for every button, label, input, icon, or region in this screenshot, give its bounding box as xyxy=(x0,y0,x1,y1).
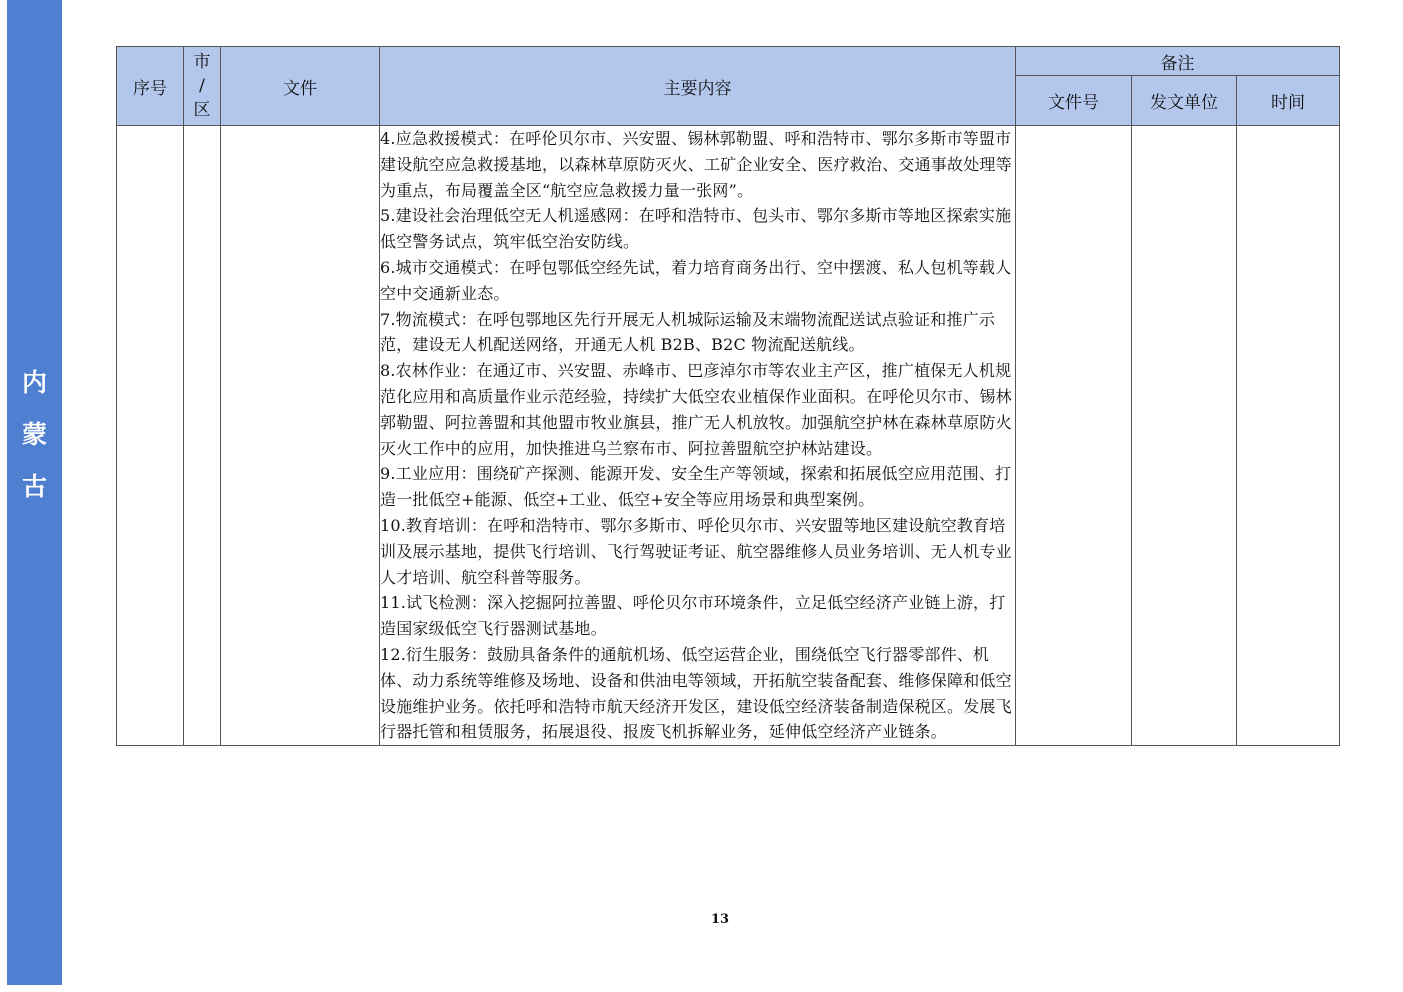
header-seq: 序号 xyxy=(117,47,184,126)
header-city-char: 区 xyxy=(193,100,211,120)
side-label-char: 蒙 xyxy=(21,420,47,449)
cell-content xyxy=(380,126,1016,746)
policy-table xyxy=(116,46,1340,746)
content-item: 5.建设社会治理低空无人机遥感网：在呼和浩特市、包头市、鄂尔多斯市等地区探索实施低空警务试点，筑牢低空治安防线。 xyxy=(380,206,1012,252)
content-item: 4.应急救援模式：在呼伦贝尔市、兴安盟、锡林郭勒盟、呼和浩特市、鄂尔多斯市等盟市建设航空应急救援基地，以森林草原防灭火、工矿企业安全、医疗救治、交通事故处理等为重点，布局覆盖全区“航空应急救援力量一张网”。 xyxy=(380,129,1012,200)
content-item: 9.工业应用：围绕矿产探测、能源开发、安全生产等领域，探索和拓展低空应用范围、打造一批低空+能源、低空+工业、低空+安全等应用场景和典型案例。 xyxy=(380,464,1012,510)
content-item: 8.农林作业：在通辽市、兴安盟、赤峰市、巴彦淖尔市等农业主产区，推广植保无人机规范化应用和高质量作业示范经验，持续扩大低空农业植保作业面积。在呼伦贝尔市、锡林郭勒盟、阿拉善盟和其他盟市牧业旗县，推广无人机放牧。加强航空护林在森林草原防火灭火工作中的应用，加快推进乌兰察布市、阿拉善盟航空护林站建设。 xyxy=(380,361,1012,458)
header-issuer: 发文单位 xyxy=(1132,76,1237,126)
cell-seq xyxy=(117,126,184,746)
header-city-char: / xyxy=(199,76,205,96)
cell-file xyxy=(221,126,380,746)
cell-issuer xyxy=(1132,126,1237,746)
content-item: 6.城市交通模式：在呼包鄂低空经先试，着力培育商务出行、空中摆渡、私人包机等载人空中交通新业态。 xyxy=(380,257,1012,303)
content-item: 7.物流模式：在呼包鄂地区先行开展无人机城际运输及末端物流配送试点验证和推广示范，建设无人机配送网络，开通无人机 B2B、B2C 物流配送航线。 xyxy=(380,309,996,355)
content-item: 12.衍生服务：鼓励具备条件的通航机场、低空运营企业，围绕低空飞行器零部件、机体、动力系统等维修及场地、设备和供油电等领域，开拓航空装备配套、维修保障和低空设施维护业务。依托呼和浩特市航天经济开发区，建设低空经济装备制造保税区。发展飞行器托管和租赁服务，拓展退役、报废飞机拆解业务，延伸低空经济产业链条。 xyxy=(380,644,1012,742)
header-city xyxy=(184,47,221,126)
page-number: 13 xyxy=(710,912,730,927)
cell-doc-no xyxy=(1016,126,1132,746)
header-time: 时间 xyxy=(1237,76,1340,126)
header-city-char: 市 xyxy=(193,52,211,72)
header-file: 文件 xyxy=(221,47,380,126)
content-item: 11.试飞检测：深入挖掘阿拉善盟、呼伦贝尔市环境条件，立足低空经济产业链上游，打造国家级低空飞行器测试基地。 xyxy=(380,593,1006,639)
header-doc-no: 文件号 xyxy=(1016,76,1132,126)
cell-time xyxy=(1237,126,1340,746)
table-row xyxy=(117,126,1340,746)
header-content: 主要内容 xyxy=(380,47,1016,126)
side-label-char: 古 xyxy=(21,472,47,501)
header-notes: 备注 xyxy=(1016,47,1340,76)
side-region-label xyxy=(7,357,62,513)
cell-city xyxy=(184,126,221,746)
side-label-char: 内 xyxy=(21,368,47,397)
content-item: 10.教育培训：在呼和浩特市、鄂尔多斯市、呼伦贝尔市、兴安盟等地区建设航空教育培训及展示基地，提供飞行培训、飞行驾驶证考证、航空器维修人员业务培训、无人机专业人才培训、航空科普等服务。 xyxy=(380,515,1012,587)
